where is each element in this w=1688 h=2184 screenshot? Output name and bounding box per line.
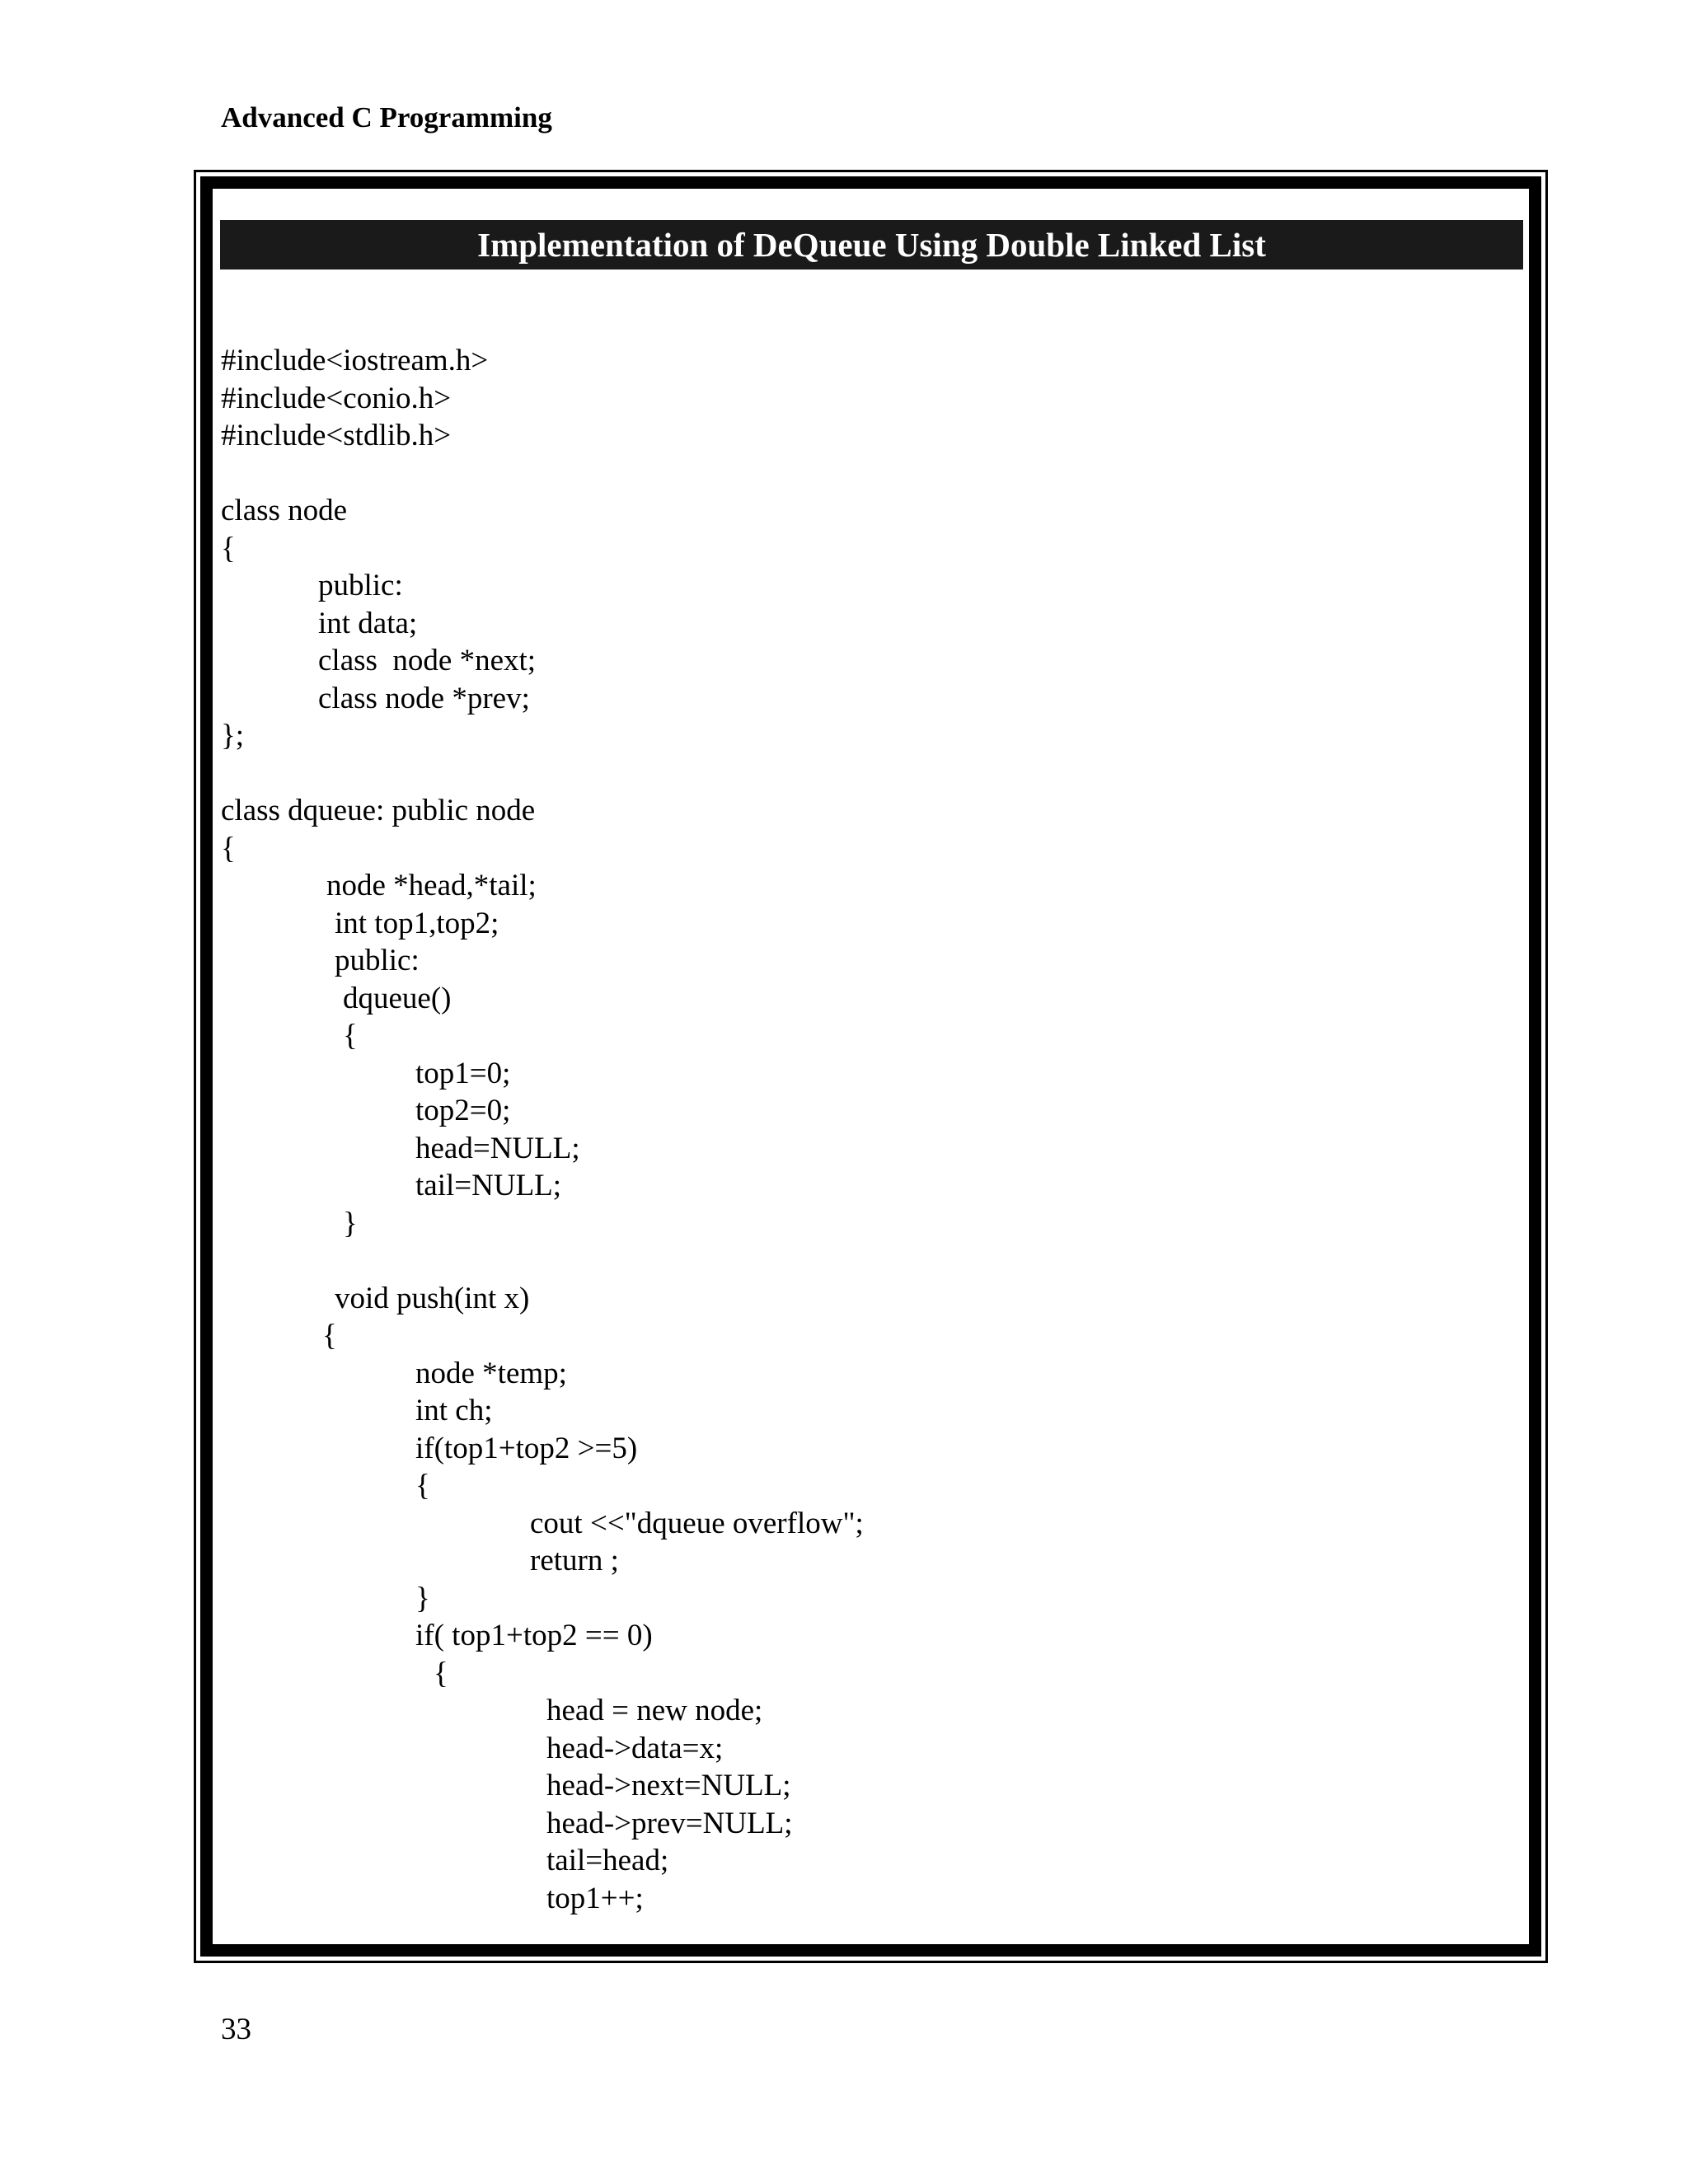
code-line: tail=head; — [546, 1844, 669, 1877]
code-line: top2=0; — [415, 1094, 511, 1127]
code-line: tail=NULL; — [415, 1169, 562, 1202]
code-line: #include<iostream.h> — [221, 344, 489, 377]
code-line: { — [221, 531, 236, 565]
code-line: head->next=NULL; — [546, 1769, 791, 1802]
code-line: } — [415, 1581, 430, 1615]
page-number: 33 — [221, 2013, 251, 2046]
code-line: head = new node; — [546, 1694, 763, 1727]
code-line: #include<conio.h> — [221, 381, 452, 415]
code-line: } — [343, 1206, 358, 1240]
code-line: node *temp; — [415, 1356, 567, 1390]
code-line: top1++; — [546, 1881, 644, 1915]
section-title-bar: Implementation of DeQueue Using Double Linked List — [220, 220, 1523, 269]
code-line: int data; — [318, 606, 418, 640]
code-line: int top1,top2; — [335, 906, 499, 940]
code-line: class node *prev; — [318, 681, 530, 715]
code-line: if( top1+top2 == 0) — [415, 1619, 653, 1652]
code-line: #include<stdlib.h> — [221, 419, 452, 452]
code-line: class node — [221, 494, 348, 527]
code-line: int ch; — [415, 1394, 493, 1427]
code-line: head->prev=NULL; — [546, 1806, 793, 1840]
book-title-header: Advanced C Programming — [221, 101, 552, 134]
code-listing — [221, 342, 864, 1917]
code-line — [221, 755, 864, 793]
code-line: head=NULL; — [415, 1131, 580, 1165]
code-line: top1=0; — [415, 1056, 511, 1090]
code-line: void push(int x) — [335, 1281, 530, 1315]
code-line — [221, 1242, 864, 1280]
code-line: class node *next; — [318, 644, 537, 677]
code-line: cout <<"dqueue overflow"; — [530, 1506, 864, 1540]
code-line: if(top1+top2 >=5) — [415, 1431, 638, 1465]
code-line: }; — [221, 719, 245, 752]
code-line: head->data=x; — [546, 1731, 724, 1765]
code-line: { — [322, 1319, 337, 1352]
code-line: { — [415, 1469, 430, 1502]
code-line: dqueue() — [343, 981, 452, 1015]
code-line: { — [343, 1019, 358, 1052]
code-line: node *head,*tail; — [326, 869, 537, 902]
code-line: { — [434, 1656, 448, 1690]
code-line: { — [221, 831, 236, 865]
code-line: public: — [335, 944, 420, 977]
code-line: public: — [318, 569, 403, 602]
code-line — [221, 455, 864, 493]
code-line: return ; — [530, 1544, 619, 1577]
code-line: class dqueue: public node — [221, 794, 536, 827]
